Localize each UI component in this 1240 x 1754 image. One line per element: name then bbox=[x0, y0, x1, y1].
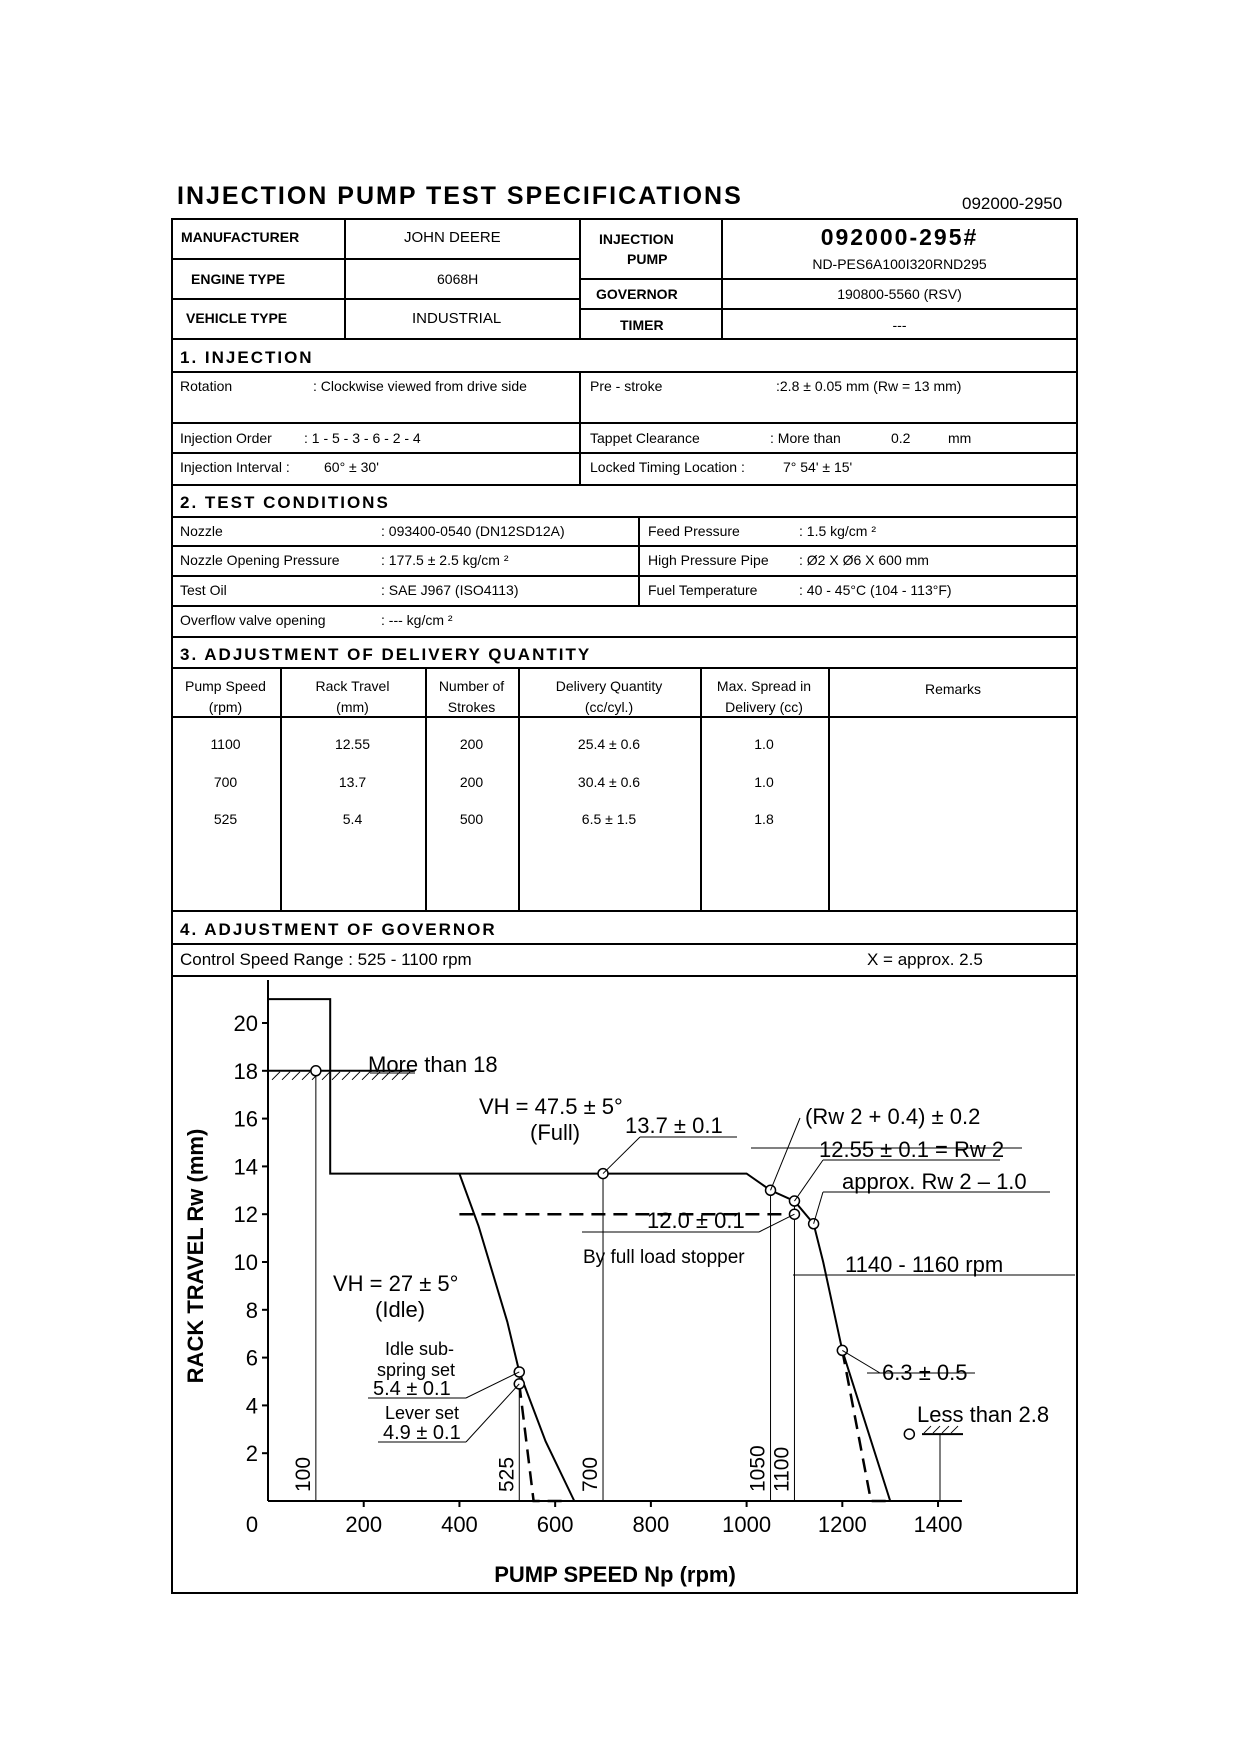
y-tick-label: 18 bbox=[233, 1058, 258, 1084]
y-tick-label: 6 bbox=[245, 1345, 258, 1371]
timer-value: --- bbox=[892, 317, 907, 333]
delivery-cell: 25.4 ± 0.6 bbox=[577, 736, 641, 752]
tappet-number: 0.2 bbox=[891, 430, 911, 446]
injection-pump-label: INJECTION bbox=[599, 231, 674, 247]
engine-type-label: ENGINE TYPE bbox=[191, 271, 286, 287]
injection-pump-label-2: PUMP bbox=[627, 251, 668, 267]
annotation-vh-idle-2: (Idle) bbox=[375, 1297, 426, 1322]
annotation-p-5-4: 5.4 ± 0.1 bbox=[373, 1378, 451, 1400]
page-title: INJECTION PUMP TEST SPECIFICATIONS bbox=[177, 182, 743, 210]
annotation-p-12-55: 12.55 ± 0.1 = Rw 2 bbox=[819, 1137, 1005, 1162]
leader-line bbox=[814, 1192, 823, 1224]
delivery-header-cell: Delivery Quantity bbox=[555, 678, 663, 694]
delivery-cell: 700 bbox=[213, 774, 238, 790]
y-tick-label: 4 bbox=[245, 1393, 258, 1419]
delivery-header-cell: Rack Travel bbox=[315, 678, 390, 694]
governor-value: 190800-5560 (RSV) bbox=[837, 286, 962, 302]
annotation-idle-2: spring set bbox=[377, 1360, 456, 1380]
annotation-rpm-range: 1140 - 1160 rpm bbox=[845, 1252, 1004, 1277]
delivery-cell: 1.0 bbox=[754, 774, 774, 790]
annotation-p-13-7: 13.7 ± 0.1 bbox=[625, 1113, 723, 1138]
leader-line bbox=[603, 1137, 640, 1174]
annotation-less-2-8: Less than 2.8 bbox=[917, 1402, 1050, 1427]
x-tick-label: 1000 bbox=[722, 1512, 772, 1537]
delivery-cell: 200 bbox=[459, 774, 484, 790]
high-pressure-pipe-value: : Ø2 X Ø6 X 600 mm bbox=[799, 552, 929, 568]
fuel-temperature-value: : 40 - 45°C (104 - 113°F) bbox=[799, 582, 952, 598]
timer-label: TIMER bbox=[620, 317, 664, 333]
delivery-header-cell: (cc/cyl.) bbox=[584, 699, 634, 715]
hatch-mark bbox=[942, 1426, 949, 1433]
delivery-header-cell: Delivery (cc) bbox=[725, 699, 803, 715]
document-code: 092000-2950 bbox=[962, 194, 1063, 213]
nozzle-value: : 093400-0540 (DN12SD12A) bbox=[381, 523, 565, 539]
annotation-idle-1: Idle sub- bbox=[385, 1339, 455, 1359]
nozzle-opening-pressure-label: Nozzle Opening Pressure bbox=[180, 552, 340, 568]
chart-curve-3 bbox=[519, 1384, 564, 1501]
delivery-header-cell: Remarks bbox=[924, 681, 981, 697]
test-point-marker bbox=[311, 1066, 321, 1076]
hatch-mark bbox=[342, 1072, 350, 1080]
control-speed-range: Control Speed Range : 525 - 1100 rpm bbox=[180, 950, 472, 969]
x-approx-value: X = approx. 2.5 bbox=[867, 950, 983, 969]
leader-line bbox=[759, 1214, 794, 1232]
y-tick-label: 20 bbox=[233, 1011, 258, 1036]
delivery-header-cell: Number of bbox=[438, 678, 505, 694]
annotation-vh-full-1: VH = 47.5 ± 5° bbox=[479, 1094, 623, 1119]
manufacturer-label: MANUFACTURER bbox=[181, 229, 300, 245]
hatch-mark bbox=[292, 1072, 300, 1080]
section-delivery-title: 3. ADJUSTMENT OF DELIVERY QUANTITY bbox=[180, 645, 592, 664]
delivery-cell: 525 bbox=[213, 811, 238, 827]
delivery-cell: 5.4 bbox=[342, 811, 363, 827]
annotation-vh-full-2: (Full) bbox=[530, 1120, 581, 1145]
locked-timing-value: 7° 54' ± 15' bbox=[783, 459, 853, 475]
speed-marker-label: 700 bbox=[579, 1456, 603, 1492]
delivery-cell: 30.4 ± 0.6 bbox=[577, 774, 641, 790]
delivery-header-cell: Max. Spread in bbox=[716, 678, 812, 694]
interval-label: Injection Interval : bbox=[180, 459, 290, 475]
pump-model: ND-PES6A100I320RND295 bbox=[812, 256, 987, 272]
hatch-mark bbox=[272, 1072, 280, 1080]
x-tick-label: 1200 bbox=[817, 1512, 867, 1537]
x-tick-label: 400 bbox=[441, 1512, 478, 1537]
rotation-value: : Clockwise viewed from drive side bbox=[313, 378, 527, 394]
manufacturer-value: JOHN DEERE bbox=[404, 229, 501, 246]
hatch-mark bbox=[352, 1072, 360, 1080]
speed-marker-label: 525 bbox=[495, 1456, 519, 1492]
overflow-valve-value: : --- kg/cm ² bbox=[381, 612, 453, 628]
delivery-header-cell: Strokes bbox=[447, 699, 496, 715]
vehicle-type-label: VEHICLE TYPE bbox=[186, 310, 288, 326]
vehicle-type-value: INDUSTRIAL bbox=[412, 310, 502, 327]
injection-order-label: Injection Order bbox=[180, 430, 272, 446]
feed-pressure-value: : 1.5 kg/cm ² bbox=[799, 523, 877, 539]
y-tick-label: 12 bbox=[233, 1202, 258, 1228]
section-test-conditions-title: 2. TEST CONDITIONS bbox=[180, 493, 390, 512]
section-governor-title: 4. ADJUSTMENT OF GOVERNOR bbox=[180, 920, 497, 939]
delivery-cell: 1.8 bbox=[754, 811, 774, 827]
engine-type-value: 6068H bbox=[437, 271, 479, 287]
prestroke-label: Pre - stroke bbox=[590, 378, 663, 394]
overflow-valve-label: Overflow valve opening bbox=[180, 612, 326, 628]
governor-label: GOVERNOR bbox=[596, 286, 678, 302]
x-tick-label: 800 bbox=[632, 1512, 670, 1537]
annotation-p-12-0: 12.0 ± 0.1 bbox=[647, 1208, 745, 1233]
chart-curves bbox=[268, 999, 890, 1501]
test-point-marker bbox=[904, 1429, 914, 1439]
annotation-full-load: By full load stopper bbox=[583, 1247, 745, 1268]
tappet-value: : More than bbox=[770, 430, 841, 446]
delivery-cell: 6.5 ± 1.5 bbox=[581, 811, 637, 827]
x-axis-label: PUMP SPEED Np (rpm) bbox=[494, 1562, 736, 1587]
speed-marker-label: 1100 bbox=[770, 1446, 794, 1492]
nozzle-label: Nozzle bbox=[180, 523, 223, 539]
x-tick-label: 0 bbox=[245, 1512, 259, 1537]
annotation-p-4-9: 4.9 ± 0.1 bbox=[383, 1422, 461, 1444]
locked-timing-label: Locked Timing Location : bbox=[590, 459, 745, 475]
hatch-mark bbox=[951, 1426, 958, 1433]
y-tick-label: 2 bbox=[245, 1441, 258, 1467]
y-tick-label: 10 bbox=[233, 1250, 258, 1275]
speed-marker-label: 100 bbox=[291, 1456, 315, 1492]
annotation-vh-idle-1: VH = 27 ± 5° bbox=[333, 1271, 459, 1296]
annotation-more-than-18: More than 18 bbox=[368, 1052, 498, 1077]
feed-pressure-label: Feed Pressure bbox=[648, 523, 740, 539]
hatch-mark bbox=[933, 1426, 940, 1433]
leader-line bbox=[771, 1118, 800, 1190]
delivery-cell: 1100 bbox=[210, 736, 241, 752]
delivery-cell: 12.55 bbox=[334, 736, 371, 752]
x-tick-label: 600 bbox=[536, 1512, 574, 1537]
delivery-header-cell: Pump Speed bbox=[185, 678, 266, 694]
delivery-cell: 1.0 bbox=[754, 736, 774, 752]
tappet-label: Tappet Clearance bbox=[590, 430, 700, 446]
y-tick-label: 8 bbox=[245, 1297, 258, 1323]
leader-line bbox=[466, 1372, 519, 1398]
pump-number: 092000-295# bbox=[820, 224, 979, 250]
chart-curve-1 bbox=[459, 1174, 574, 1501]
y-axis-label: RACK TRAVEL Rw (mm) bbox=[183, 1128, 208, 1384]
hatch-mark bbox=[302, 1072, 310, 1080]
annotation-lever: Lever set bbox=[385, 1403, 460, 1423]
hatch-mark bbox=[332, 1072, 340, 1080]
section-injection-title: 1. INJECTION bbox=[180, 348, 314, 367]
hatch-mark bbox=[282, 1072, 290, 1080]
x-tick-label: 1400 bbox=[913, 1512, 963, 1537]
test-oil-value: : SAE J967 (ISO4113) bbox=[381, 582, 519, 598]
tappet-unit: mm bbox=[948, 430, 972, 446]
chart-curve-0 bbox=[268, 999, 890, 1501]
delivery-cell: 13.7 bbox=[338, 774, 367, 790]
y-tick-label: 14 bbox=[233, 1154, 258, 1180]
fuel-temperature-label: Fuel Temperature bbox=[648, 582, 758, 598]
hatch-mark bbox=[924, 1426, 931, 1433]
chart-annotations bbox=[268, 1052, 1075, 1501]
delivery-cell: 500 bbox=[459, 811, 484, 827]
leader-line bbox=[466, 1384, 519, 1442]
speed-marker-label: 1050 bbox=[746, 1445, 770, 1492]
x-tick-label: 200 bbox=[345, 1512, 383, 1537]
nozzle-opening-pressure-value: : 177.5 ± 2.5 kg/cm ² bbox=[381, 552, 509, 568]
annotation-approx-rw2: approx. Rw 2 – 1.0 bbox=[842, 1169, 1027, 1194]
delivery-header-cell: (rpm) bbox=[208, 699, 243, 715]
test-oil-label: Test Oil bbox=[180, 582, 227, 598]
annotation-rw2-plus: (Rw 2 + 0.4) ± 0.2 bbox=[805, 1104, 981, 1129]
leader-line bbox=[794, 1160, 823, 1201]
injection-order-value: : 1 - 5 - 3 - 6 - 2 - 4 bbox=[304, 430, 421, 446]
delivery-cell: 200 bbox=[459, 736, 484, 752]
prestroke-value: :2.8 ± 0.05 mm (Rw = 13 mm) bbox=[776, 378, 962, 394]
interval-value: 60° ± 30' bbox=[324, 459, 379, 475]
high-pressure-pipe-label: High Pressure Pipe bbox=[648, 552, 769, 568]
hatch-mark bbox=[322, 1072, 330, 1080]
rotation-label: Rotation bbox=[180, 378, 233, 394]
annotation-p-6-3: 6.3 ± 0.5 bbox=[882, 1360, 968, 1385]
y-tick-label: 16 bbox=[233, 1106, 258, 1132]
delivery-header-cell: (mm) bbox=[336, 699, 369, 715]
